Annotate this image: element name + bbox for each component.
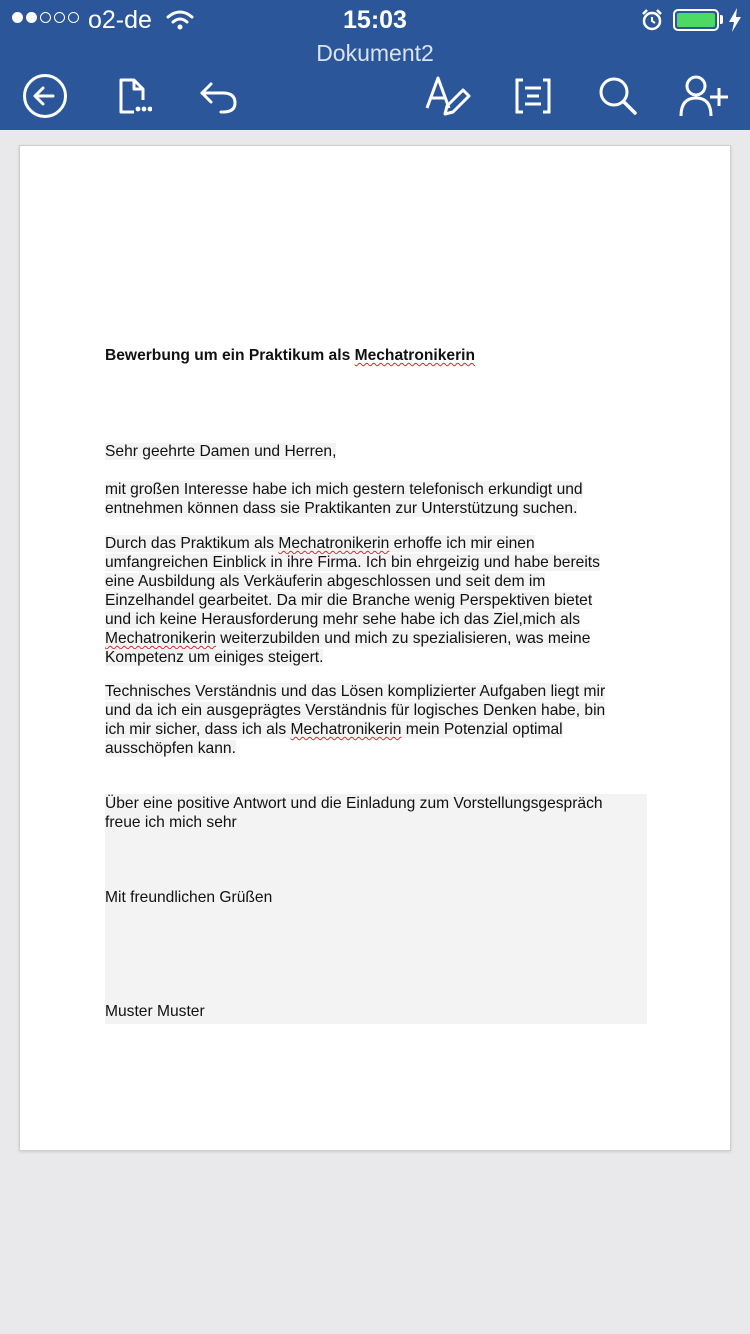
closing-sentence: Über eine positive Antwort und die Einladung zum Vorstellungsgespräch freue ich mich sehr — [105, 795, 603, 831]
document-page[interactable] — [19, 145, 731, 1151]
misspelled-word[interactable]: Mechatronikerin — [278, 535, 390, 552]
file-menu-icon — [112, 76, 152, 116]
status-time: 15:03 — [343, 6, 407, 34]
undo-icon — [195, 76, 239, 116]
misspelled-word[interactable]: Mechatronikerin — [290, 721, 402, 738]
reading-view-button[interactable] — [507, 70, 559, 122]
back-icon — [22, 73, 68, 119]
paragraph-2: Durch das Praktikum als Mechatronikerin erhoffe ich mir einen umfangreichen Einblick in ihre Firma. Ich bin ehrgeizig und habe bereits eine Ausbildung als Verkäuferin abgeschlossen und seit dem im Einzelhandel gearbeitet. Da mir die Branche wenig Perspektiven bietet und ich keine Herausforderung mehr sehe habe ich das Ziel,mich als Mechatronikerin weiterzubilden und mich zu spezialisieren, was meine Kompetenz um einiges steigert. — [105, 535, 600, 666]
app-header — [0, 0, 750, 130]
file-menu-button[interactable] — [106, 70, 158, 122]
edit-button[interactable] — [421, 70, 473, 122]
edit-pen-icon — [423, 74, 471, 118]
charging-bolt-icon — [728, 8, 742, 37]
status-bar — [0, 0, 750, 40]
subject-line: Bewerbung um ein Praktikum als Mechatronikerin — [105, 347, 476, 364]
signature: Muster Muster — [105, 1003, 205, 1020]
back-button[interactable] — [19, 70, 71, 122]
search-button[interactable] — [592, 70, 644, 122]
share-button[interactable] — [678, 70, 730, 122]
salutation: Sehr geehrte Damen und Herren, — [105, 443, 337, 460]
alarm-icon — [640, 8, 664, 37]
carrier-label: o2-de — [88, 6, 152, 34]
paragraph-3: Technisches Verständnis und das Lösen komplizierter Aufgaben liegt mir und da ich ein ausgeprägtes Verständnis für logisches Denken habe, bin ich mir sicher, dass ich als Mechatronikerin mein Potenzial optimal ausschöpfen kann. — [105, 683, 606, 757]
misspelled-word[interactable]: Mechatronikerin — [354, 347, 476, 364]
battery-tip — [720, 15, 723, 24]
regards: Mit freundlichen Grüßen — [105, 889, 273, 906]
undo-button[interactable] — [191, 70, 243, 122]
document-title[interactable]: Dokument2 — [316, 40, 434, 66]
misspelled-word[interactable]: Mechatronikerin — [105, 630, 216, 647]
search-icon — [597, 75, 639, 117]
battery-icon — [673, 9, 719, 31]
paragraph-1: mit großen Interesse habe ich mich gestern telefonisch erkundigt und entnehmen können dass sie Praktikanten zur Unterstützung suchen. — [105, 481, 583, 517]
add-person-icon — [678, 74, 730, 118]
closing-block — [105, 794, 647, 1024]
reading-view-icon — [513, 76, 553, 116]
